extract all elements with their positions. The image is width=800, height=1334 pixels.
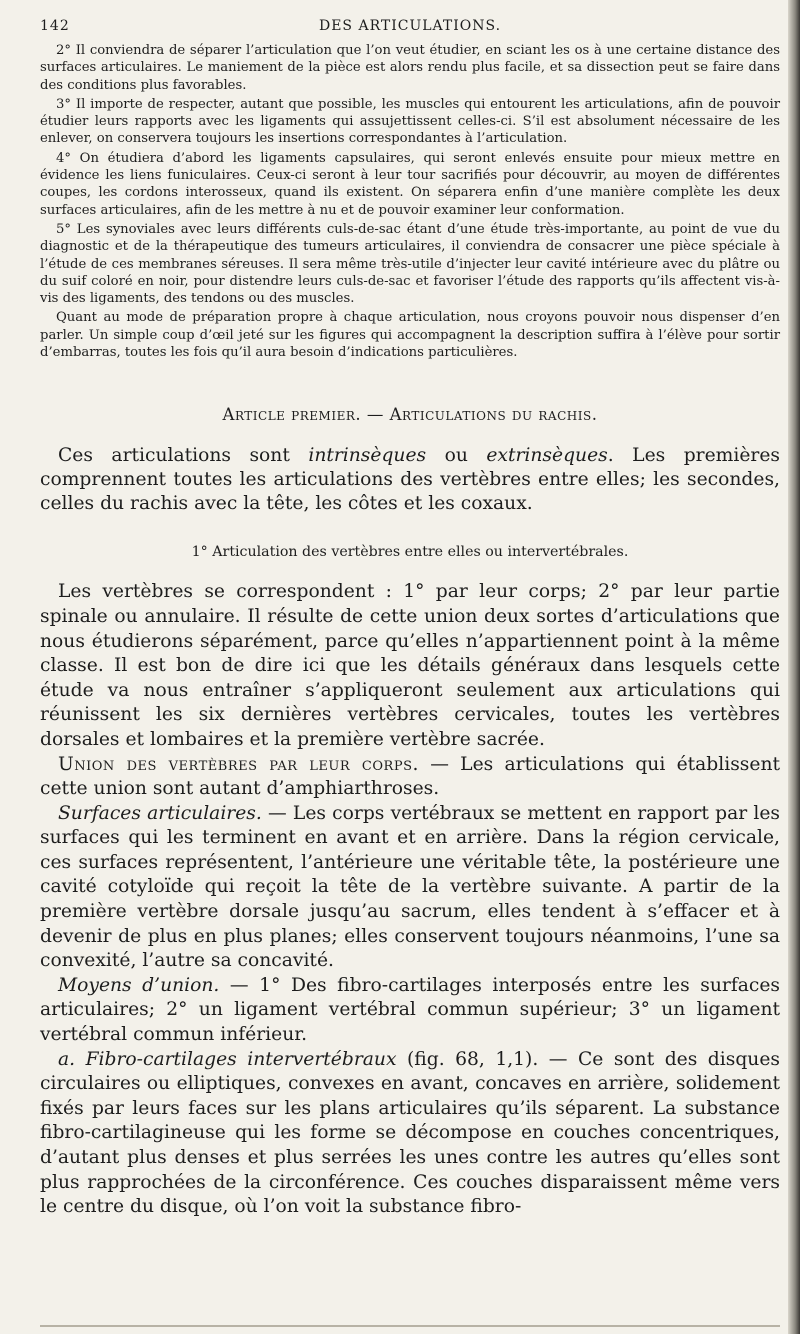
body-paragraph-union	[40, 753, 780, 802]
article-title: Article premier. — Articulations du rachis.	[222, 405, 598, 425]
note-paragraph-3: 3° Il importe de respecter, autant que possible, les muscles qui entourent les articulations, afin de pouvoir étudier leurs rapports avec les ligaments qui assujettissent celles-ci. S’il est absolument nécessaire de les enlever, on conservera toujours les insertions correspondantes à l’articulation.	[40, 96, 780, 147]
union-heading: Union des vertèbres par leur corps.	[58, 753, 419, 775]
preparation-notes	[40, 42, 780, 361]
page-number: 142	[40, 18, 70, 34]
surfaces-heading: Surfaces articulaires.	[58, 802, 262, 824]
term-extrinseques: extrinsèques	[486, 445, 608, 467]
note-paragraph-2: 2° Il conviendra de séparer l’articulation que l’on veut étudier, en sciant les os à une certaine distance des surfaces articulaires. Le maniement de la pièce est alors rendu plus facile, et sa dissection peut se faire dans des conditions plus favorables.	[40, 43, 780, 93]
fibro-text: (fig. 68, 1,1). — Ce sont des disques circulaires ou elliptiques, convexes en avant, concaves en arrière, solidement fixés par leurs faces sur les plans articulaires qu’ils séparent. La substance fibro-cartilagineuse qui les forme se décompose en couches concentriques, d’autant plus denses et plus serrées les unes contre les autres qu’elles sont plus rapprochées de la circonférence. Ces couches disparaissent même vers le centre du disque, où l’on voit la substance fibro-	[40, 1048, 780, 1218]
page-bottom-edge	[40, 1325, 780, 1327]
article-intro	[40, 444, 780, 516]
moyens-heading: Moyens d’union.	[58, 974, 220, 996]
intro-text-3: . Les premières comprennent toutes les articulations des vertèbres entre elles; les secondes, celles du rachis avec la tête, les côtes et les coxaux.	[40, 445, 780, 515]
book-binding-edge	[788, 0, 800, 1334]
body-paragraph-surfaces	[40, 802, 780, 974]
fibro-lead: a.	[58, 1048, 86, 1070]
term-intrinseques: intrinsèques	[308, 445, 427, 467]
body-paragraph-moyens	[40, 974, 780, 1048]
main-text	[40, 580, 780, 1219]
body-paragraph-fibro	[40, 1048, 780, 1220]
intro-text-1: Ces articulations sont	[58, 445, 309, 467]
book-page	[40, 18, 780, 1220]
note-paragraph-closing: Quant au mode de préparation propre à chaque articulation, nous croyons pouvoir nous dispenser d’en parler. Un simple coup d’œil jeté sur les figures qui accompagnent la description suffira à l’élève pour sortir d’embarras, toutes les fois qu’il aura besoin d’indications particulières.	[40, 310, 780, 361]
running-title: DES ARTICULATIONS.	[318, 18, 502, 34]
note-paragraph-4: 4° On étudiera d’abord les ligaments capsulaires, qui seront enlevés ensuite pour mieux mettre en évidence les liens funiculaires. Ceux-ci seront à leur tour sacrifiés pour découvrir, au moyen de différentes coupes, les cordons interosseux, quand ils existent. On séparera enfin d’une manière complète les deux surfaces articulaires, afin de les mettre à nu et de pouvoir examiner leur conformation.	[40, 150, 780, 218]
fibro-heading: Fibro-cartilages intervertébraux	[85, 1048, 397, 1070]
section-subheading: 1° Articulation des vertèbres entre elles ou intervertébrales.	[191, 544, 629, 561]
intro-text-2: ou	[426, 445, 487, 467]
moyens-text: — 1° Des fibro-cartilages interposés entre les surfaces articulaires; 2° un ligament vertébral commun supérieur; 3° un ligament vertébral commun inférieur.	[40, 974, 780, 1046]
union-text: — Les articulations qui établissent cette union sont autant d’amphiarthroses.	[40, 753, 780, 800]
surfaces-text: — Les corps vertébraux se mettent en rapport par les surfaces qui les terminent en avant et en arrière. Dans la région cervicale, ces surfaces représentent, l’antérieure une véritable tête, la postérieure une cavité cotyloïde qui reçoit la tête de la vertèbre suivante. A partir de la première vertèbre dorsale jusqu’au sacrum, elles tendent à s’effacer et à devenir de plus en plus planes; elles conservent toujours néanmoins, l’une sa convexité, l’autre sa concavité.	[40, 802, 780, 972]
note-paragraph-5: 5° Les synoviales avec leurs différents culs-de-sac étant d’une étude très-importante, au point de vue du diagnostic et de la thérapeutique des tumeurs articulaires, il conviendra de consacrer une pièce spéciale à l’étude de ces membranes séreuses. Il sera même très-utile d’injecter leur cavité intérieure avec du plâtre ou du suif coloré en noir, pour distendre leurs culs-de-sac et favoriser l’étude des rapports qu’ils affectent vis-à-vis des ligaments, des tendons ou des muscles.	[40, 221, 780, 307]
body-paragraph-1: Les vertèbres se correspondent : 1° par leur corps; 2° par leur partie spinale ou annulaire. Il résulte de cette union deux sortes d’articulations que nous étudierons séparément, parce qu’elles n’appartiennent point à la même classe. Il est bon de dire ici que les détails généraux dans lesquels cette étude va nous entraîner s’appliqueront seulement aux articulations qui réunissent les six dernières vertèbres cervicales, toutes les vertèbres dorsales et lombaires et la première vertèbre sacrée.	[40, 581, 780, 750]
running-header	[40, 18, 780, 40]
